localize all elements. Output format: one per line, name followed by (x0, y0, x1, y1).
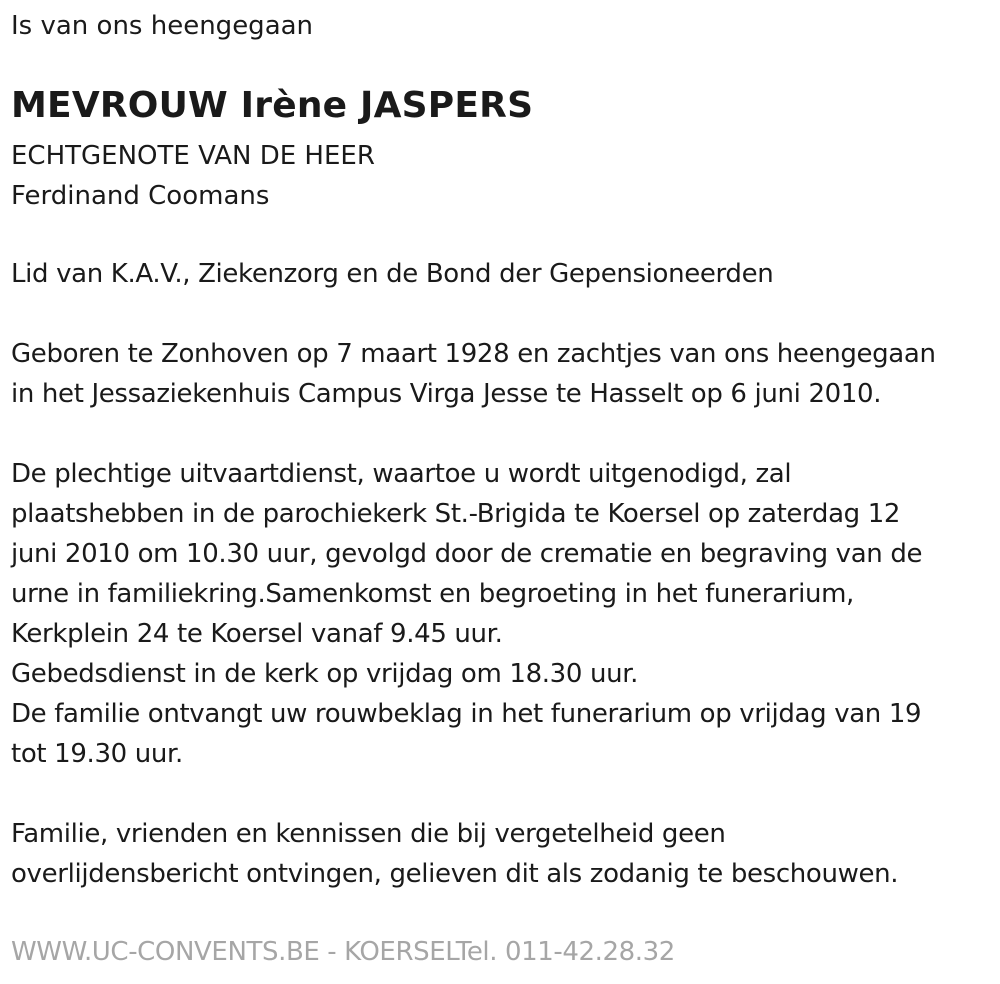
text-line: De familie ontvangt uw rouwbeklag in het funerarium op vrijdag van 19 (11, 699, 922, 729)
text-line: Familie, vrienden en kennissen die bij vergetelheid geen (11, 819, 726, 849)
intro-text: Is van ons heengegaan (11, 11, 314, 41)
notice-paragraph (11, 814, 898, 894)
text-line: De plechtige uitvaartdienst, waartoe u wordt uitgenodigd, zal (11, 459, 792, 489)
text-line: plaatshebben in de parochiekerk St.-Brigida te Koersel op zaterdag 12 (11, 499, 901, 529)
membership-line: Lid van K.A.V., Ziekenzorg en de Bond der Gepensioneerden (11, 259, 774, 289)
text-line: juni 2010 om 10.30 uur, gevolgd door de crematie en begraving van de (11, 539, 923, 569)
spouse-title: ECHTGENOTE VAN DE HEER (11, 141, 375, 171)
text-line: urne in familiekring.Samenkomst en begroeting in het funerarium, (11, 579, 854, 609)
text-line: Geboren te Zonhoven op 7 maart 1928 en zachtjes van ons heengegaan (11, 339, 936, 369)
birth-death-paragraph (11, 334, 936, 414)
text-line: overlijdensbericht ontvingen, gelieven dit als zodanig te beschouwen. (11, 859, 899, 889)
funeral-service-paragraph (11, 454, 922, 774)
spouse-info (11, 136, 375, 216)
text-line: Kerkplein 24 te Koersel vanaf 9.45 uur. (11, 619, 503, 649)
deceased-name: MEVROUW Irène JASPERS (11, 85, 534, 126)
text-line: tot 19.30 uur. (11, 739, 183, 769)
membership-paragraph (11, 254, 773, 294)
text-line: Gebedsdienst in de kerk op vrijdag om 18.30 uur. (11, 659, 639, 689)
spouse-name: Ferdinand Coomans (11, 181, 270, 211)
text-line: in het Jessaziekenhuis Campus Virga Jesse te Hasselt op 6 juni 2010. (11, 379, 882, 409)
funeral-home-footer: WWW.UC-CONVENTS.BE - KOERSELTel. 011-42.28.32 (11, 937, 675, 967)
